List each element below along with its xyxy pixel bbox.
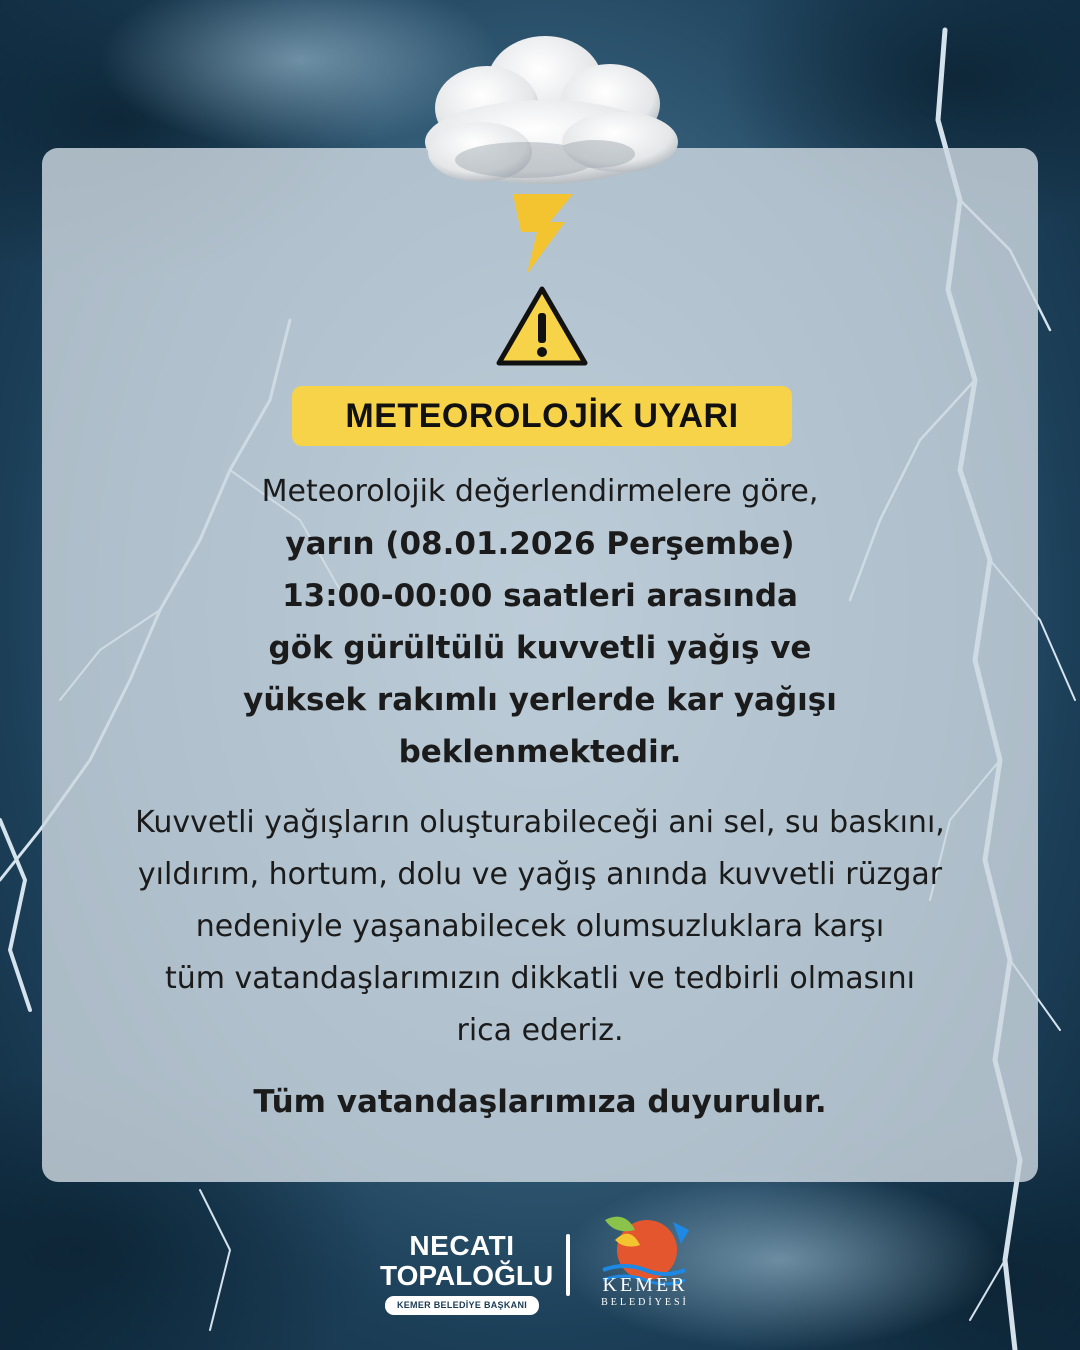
thundercloud-icon <box>405 22 685 282</box>
intro-text <box>60 466 1020 778</box>
warning-triangle-icon <box>495 285 589 367</box>
advice-line: nedeniyle yaşanabilecek olumsuzluklara karşı <box>195 909 885 944</box>
advice-line: yıldırım, hortum, dolu ve yağış anında kuvvetli rüzgar <box>137 857 943 892</box>
advice-line: Kuvvetli yağışların oluşturabileceği ani sel, su baskını, <box>135 805 945 840</box>
forecast-line: gök gürültülü kuvvetli yağış ve <box>268 630 812 666</box>
forecast-line: beklenmektedir. <box>398 734 682 770</box>
mayor-brand <box>380 1230 554 1315</box>
intro-line: Meteorolojik değerlendirmelere göre, <box>261 474 819 509</box>
kemer-municipality-logo <box>585 1200 705 1328</box>
closing-text <box>60 1076 1020 1128</box>
forecast-line: yüksek rakımlı yerlerde kar yağışı <box>243 682 837 718</box>
alert-title-badge <box>292 386 792 446</box>
advice-line: rica ederiz. <box>456 1013 624 1048</box>
mayor-first-name: NECATI <box>409 1230 515 1261</box>
mayor-last-name: TOPALOĞLU <box>380 1260 554 1291</box>
forecast-line: yarın (08.01.2026 Perşembe) <box>285 526 795 562</box>
kemer-wordmark <box>590 1274 700 1308</box>
municipality-sub: BELEDİYESİ <box>601 1297 689 1308</box>
footer <box>0 1190 1080 1350</box>
mayor-role: KEMER BELEDİYE BAŞKANI <box>385 1296 539 1315</box>
municipality-name: KEMER <box>602 1274 688 1296</box>
advice-line: tüm vatandaşlarımızın dikkatli ve tedbirli olmasını <box>165 961 915 996</box>
closing-line: Tüm vatandaşlarımıza duyurulur. <box>253 1084 827 1120</box>
footer-divider <box>566 1234 570 1296</box>
forecast-line: 13:00-00:00 saatleri arasında <box>282 578 798 614</box>
alert-title: METEOROLOJİK UYARI <box>345 396 739 435</box>
advice-paragraph <box>60 797 1020 1057</box>
